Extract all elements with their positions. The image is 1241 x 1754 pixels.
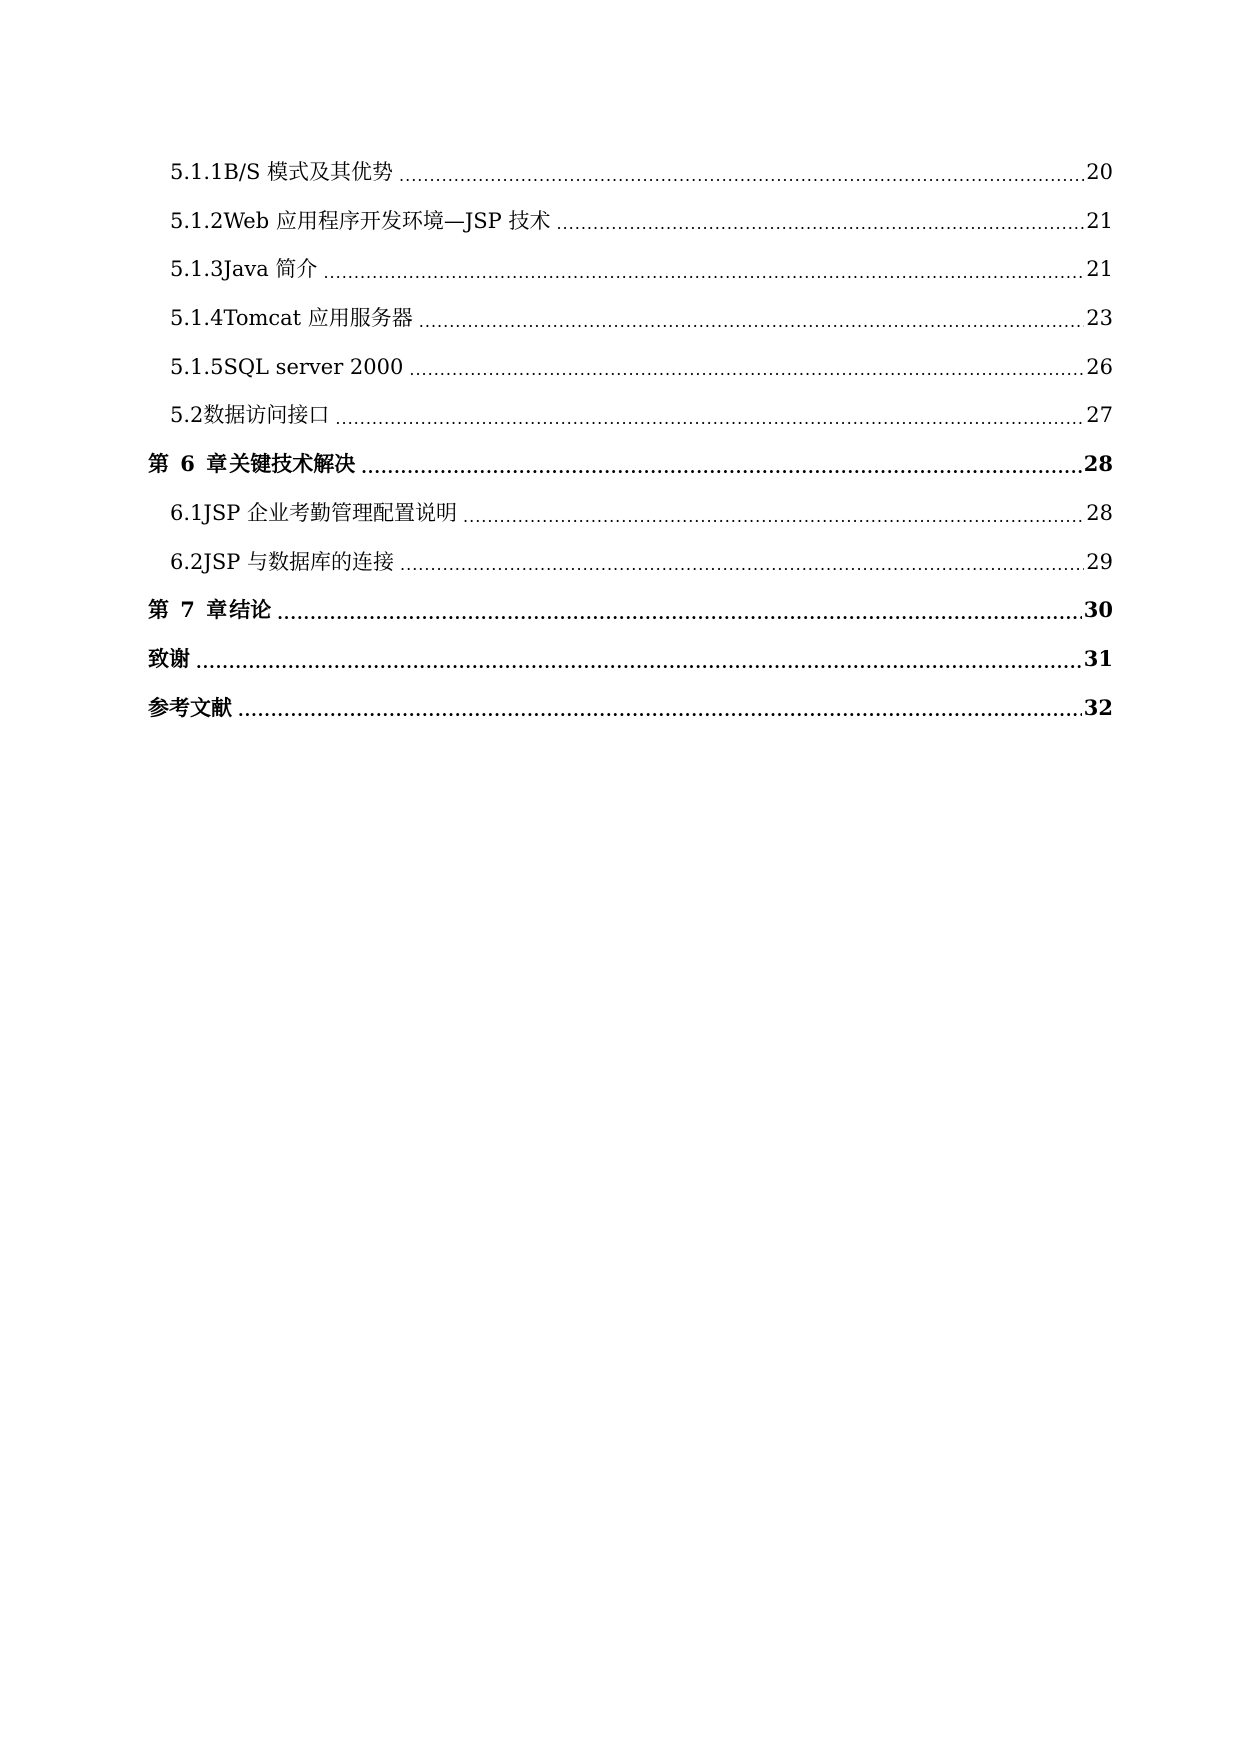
toc-entry-page: 20 bbox=[1086, 160, 1113, 184]
toc-entry-5-2[interactable] bbox=[148, 391, 1113, 440]
dot-leader bbox=[419, 314, 1085, 343]
toc-entry-number: 5.1.1 bbox=[170, 160, 224, 184]
toc-entry-chapter-7[interactable] bbox=[148, 586, 1113, 635]
toc-entry-title: 结论 bbox=[229, 597, 272, 623]
dot-leader bbox=[196, 655, 1082, 684]
toc-entry-page: 31 bbox=[1083, 645, 1113, 671]
toc-entry-number: 第 7 章 bbox=[148, 597, 230, 623]
toc-entry-title: JSP 与数据库的连接 bbox=[203, 549, 395, 574]
dot-leader bbox=[361, 460, 1082, 489]
toc-entry-page: 28 bbox=[1083, 451, 1113, 477]
toc-entry-page: 21 bbox=[1086, 257, 1113, 282]
dot-leader bbox=[463, 509, 1084, 538]
toc-entry-title: Tomcat 应用服务器 bbox=[223, 306, 413, 331]
toc-entry-5-1-5[interactable] bbox=[148, 343, 1113, 392]
toc-entry-5-1-4[interactable] bbox=[148, 294, 1113, 343]
dot-leader bbox=[335, 411, 1084, 440]
toc-entry-title: 致谢 bbox=[148, 645, 190, 671]
toc-entry-6-1[interactable] bbox=[148, 489, 1113, 538]
toc-entry-title: 关键技术解决 bbox=[229, 451, 356, 477]
dot-leader bbox=[556, 216, 1084, 245]
toc-entry-6-2[interactable] bbox=[148, 538, 1113, 587]
toc-entry-number: 5.1.5 bbox=[170, 354, 224, 379]
toc-entry-title: B/S 模式及其优势 bbox=[223, 160, 394, 184]
toc-entry-references[interactable] bbox=[148, 684, 1113, 733]
toc-entry-number: 5.1.3 bbox=[170, 257, 224, 282]
toc-entry-number: 5.1.2 bbox=[170, 208, 224, 233]
toc-entry-number: 6.2 bbox=[170, 549, 204, 574]
toc-entry-page: 26 bbox=[1086, 354, 1113, 379]
toc-entry-page: 21 bbox=[1086, 208, 1113, 233]
toc-entry-chapter-6[interactable] bbox=[148, 440, 1113, 489]
toc-entry-title: Web 应用程序开发环境—JSP 技术 bbox=[223, 208, 551, 233]
toc-entry-title: 参考文献 bbox=[148, 694, 232, 720]
toc-entry-number: 第 6 章 bbox=[148, 451, 230, 477]
toc-entry-page: 32 bbox=[1083, 694, 1113, 720]
dot-leader bbox=[399, 168, 1084, 197]
dot-leader bbox=[400, 557, 1084, 586]
dot-leader bbox=[238, 703, 1082, 732]
table-of-contents bbox=[148, 148, 1113, 732]
toc-entry-5-1-3[interactable] bbox=[148, 245, 1113, 294]
toc-entry-title: 数据访问接口 bbox=[203, 403, 330, 428]
toc-entry-number: 5.2 bbox=[170, 403, 204, 428]
toc-entry-page: 30 bbox=[1083, 597, 1113, 623]
toc-entry-number: 6.1 bbox=[170, 500, 204, 525]
toc-entry-title: SQL server 2000 bbox=[223, 354, 404, 379]
toc-entry-title: Java 简介 bbox=[223, 257, 318, 282]
toc-entry-acknowledgements[interactable] bbox=[148, 635, 1113, 684]
dot-leader bbox=[277, 606, 1082, 635]
toc-entry-5-1-2[interactable] bbox=[148, 197, 1113, 246]
toc-entry-page: 27 bbox=[1086, 403, 1113, 428]
toc-entry-5-1-1[interactable] bbox=[148, 148, 1113, 197]
toc-entry-page: 23 bbox=[1086, 306, 1113, 331]
dot-leader bbox=[409, 362, 1084, 391]
toc-entry-number: 5.1.4 bbox=[170, 306, 224, 331]
toc-entry-title: JSP 企业考勤管理配置说明 bbox=[203, 500, 458, 525]
toc-entry-page: 29 bbox=[1086, 549, 1113, 574]
toc-entry-page: 28 bbox=[1086, 500, 1113, 525]
dot-leader bbox=[323, 265, 1084, 294]
